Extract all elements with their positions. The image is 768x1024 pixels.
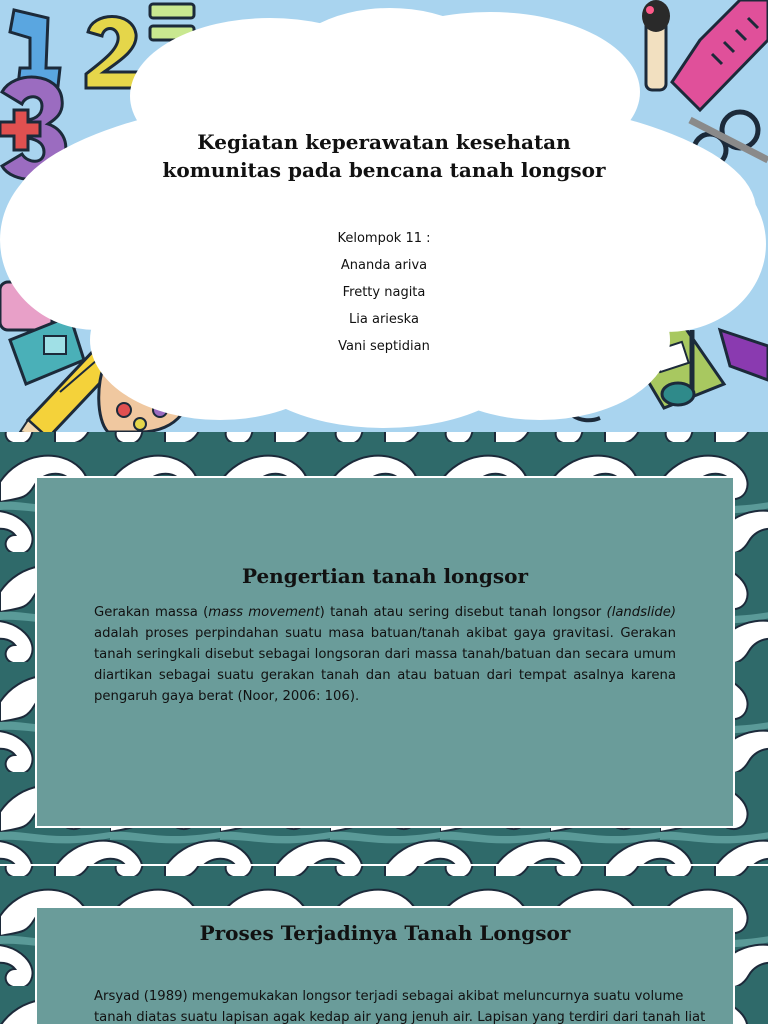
slide-process	[0, 866, 768, 1024]
title-line-2: komunitas pada bencana tanah longsor	[162, 158, 606, 182]
body-text: ) tanah atau sering disebut tanah longsor	[319, 605, 607, 620]
members-heading: Kelompok 11 :	[337, 231, 431, 246]
school-doodles-background	[0, 0, 768, 432]
ruler-icon	[672, 0, 768, 110]
body-italic-term: mass movement	[208, 605, 320, 620]
content-panel	[35, 906, 735, 1024]
member-name: Lia arieska	[349, 312, 419, 327]
section-body	[94, 986, 706, 1024]
member-name: Fretty nagita	[342, 285, 426, 300]
paint-brush-icon	[642, 0, 670, 90]
member-name: Ananda ariva	[340, 258, 428, 273]
slide-definition	[0, 432, 768, 864]
section-body	[94, 602, 676, 707]
title-line-1: Kegiatan keperawatan kesehatan	[197, 130, 571, 154]
body-italic-term: (landslide)	[606, 605, 676, 620]
slide-title-text	[120, 128, 648, 184]
body-text: Gerakan massa (	[94, 605, 209, 620]
member-name: Vani septidian	[338, 339, 430, 354]
number-one-icon	[10, 10, 60, 86]
section-heading: Proses Terjadinya Tanah Longsor	[199, 921, 571, 945]
number-two-icon	[86, 17, 138, 89]
body-text: adalah proses perpindahan suatu masa batuan/tanah akibat gaya gravitasi. Gerakan tanah seringkali disebut sebagai longsoran dari massa tanah/batuan dan secara umum diartikan sebagai suatu gerakan tanah dan atau batuan dari tempat asalnya karena pengaruh gaya berat (Noor, 2006: 106).	[94, 626, 676, 704]
section-heading: Pengertian tanah longsor	[241, 564, 529, 588]
group-members	[234, 229, 534, 364]
content-panel	[35, 476, 735, 828]
body-line: tanah diatas suatu lapisan agak kedap air yang jenuh air. Lapisan yang terdiri dari tanah liat	[94, 1010, 706, 1024]
slide-title	[0, 0, 768, 432]
body-line: Arsyad (1989) mengemukakan longsor terjadi sebagai akibat meluncurnya suatu volume	[94, 989, 684, 1004]
plus-sign-icon	[0, 110, 40, 150]
